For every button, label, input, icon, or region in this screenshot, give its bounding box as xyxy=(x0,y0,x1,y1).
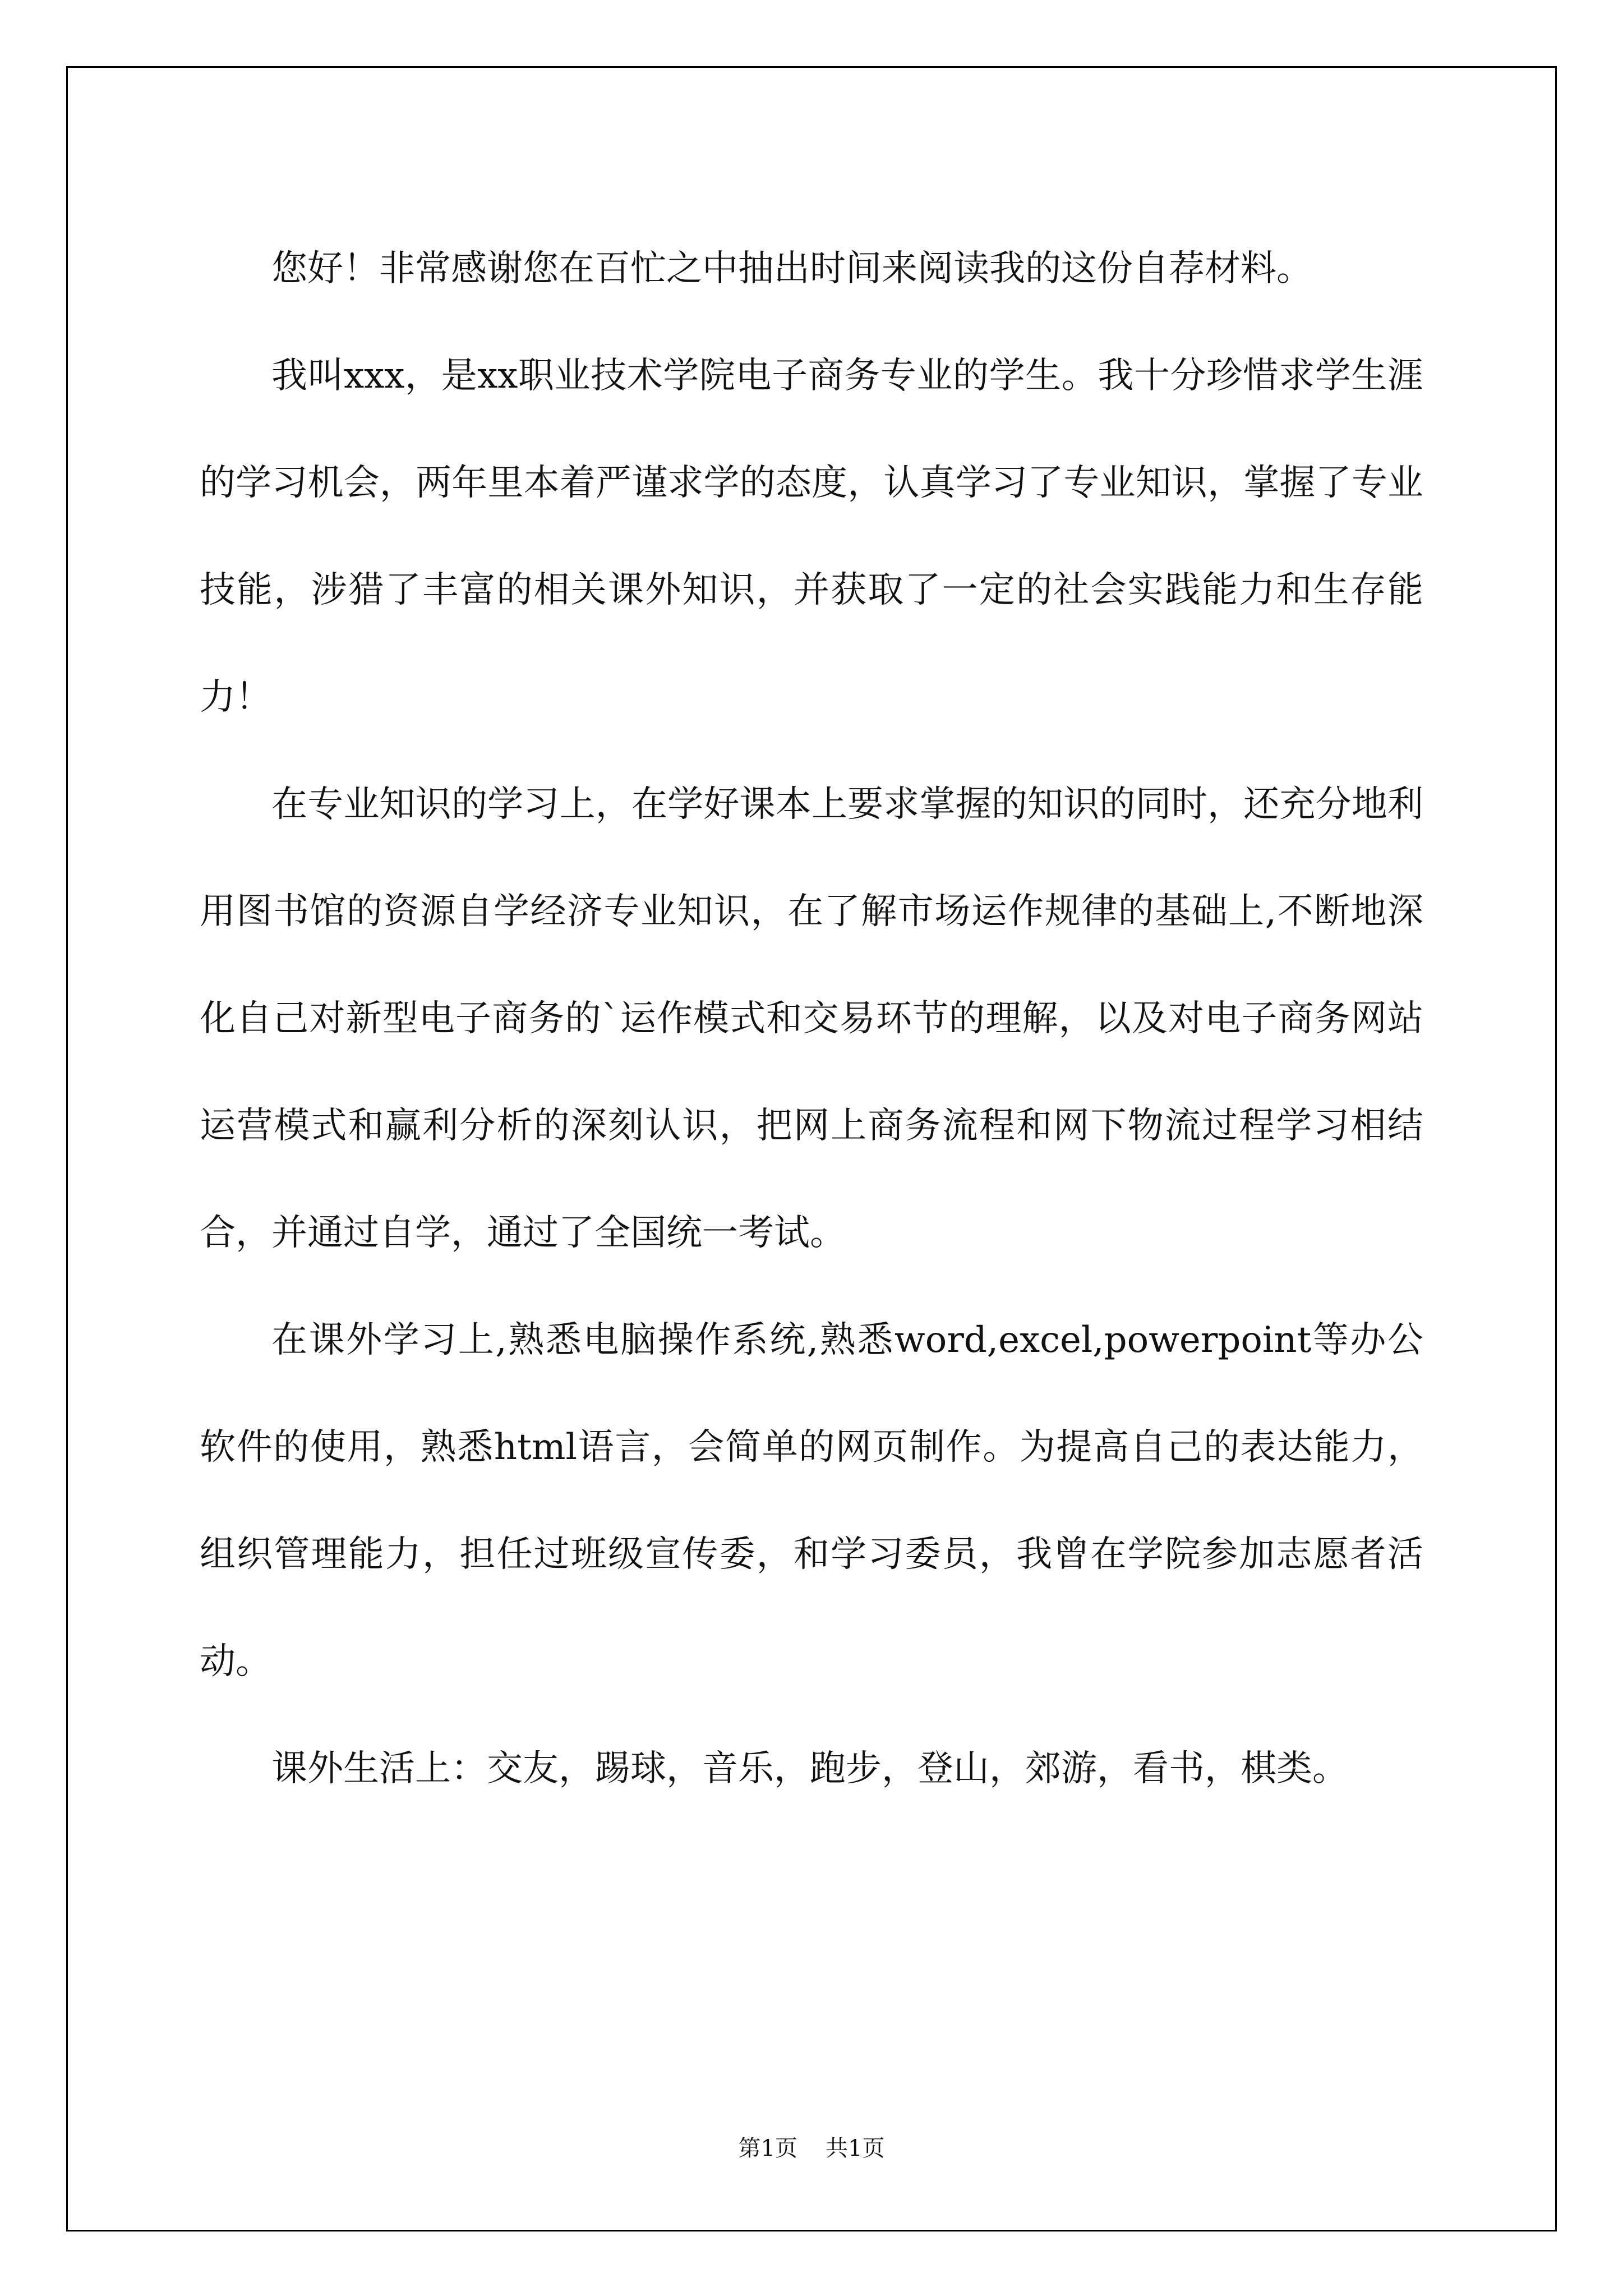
paragraph-extracurricular-study: 在课外学习上,熟悉电脑操作系统,熟悉word,excel,powerpoint等办公软件的使用，熟悉html语言，会简单的网页制作。为提高自己的表达能力，组织管理能力，担任过班级宣传委，和学习委员，我曾在学院参加志愿者活动。 xyxy=(200,1319,1423,1682)
page-number: 第1页 xyxy=(738,2136,797,2161)
page-total: 共1页 xyxy=(826,2136,885,2161)
paragraph-hobbies: 课外生活上：交友，踢球，音乐，跑步，登山，郊游，看书，棋类。 xyxy=(271,1748,1348,1789)
paragraph-professional-study: 在专业知识的学习上，在学好课本上要求掌握的知识的同时，还充分地利用图书馆的资源自学经济专业知识，在了解市场运作规律的基础上,不断地深化自己对新型电子商务的`运作模式和交易环节的理解，以及对电子商务网站运营模式和赢利分析的深刻认识，把网上商务流程和网下物流过程学习相结合，并通过自学，通过了全国统一考试。 xyxy=(200,784,1423,1254)
paragraph-introduction: 我叫xxx，是xx职业技术学院电子商务专业的学生。我十分珍惜求学生涯的学习机会，两年里本着严谨求学的态度，认真学习了专业知识，掌握了专业技能，涉猎了丰富的相关课外知识，并获取了一定的社会实践能力和生存能力！ xyxy=(200,355,1423,718)
paragraph-greeting: 您好！非常感谢您在百忙之中抽出时间来阅读我的这份自荐材料。 xyxy=(271,248,1312,289)
document-body xyxy=(200,215,1423,1823)
page-footer xyxy=(0,2132,1623,2165)
